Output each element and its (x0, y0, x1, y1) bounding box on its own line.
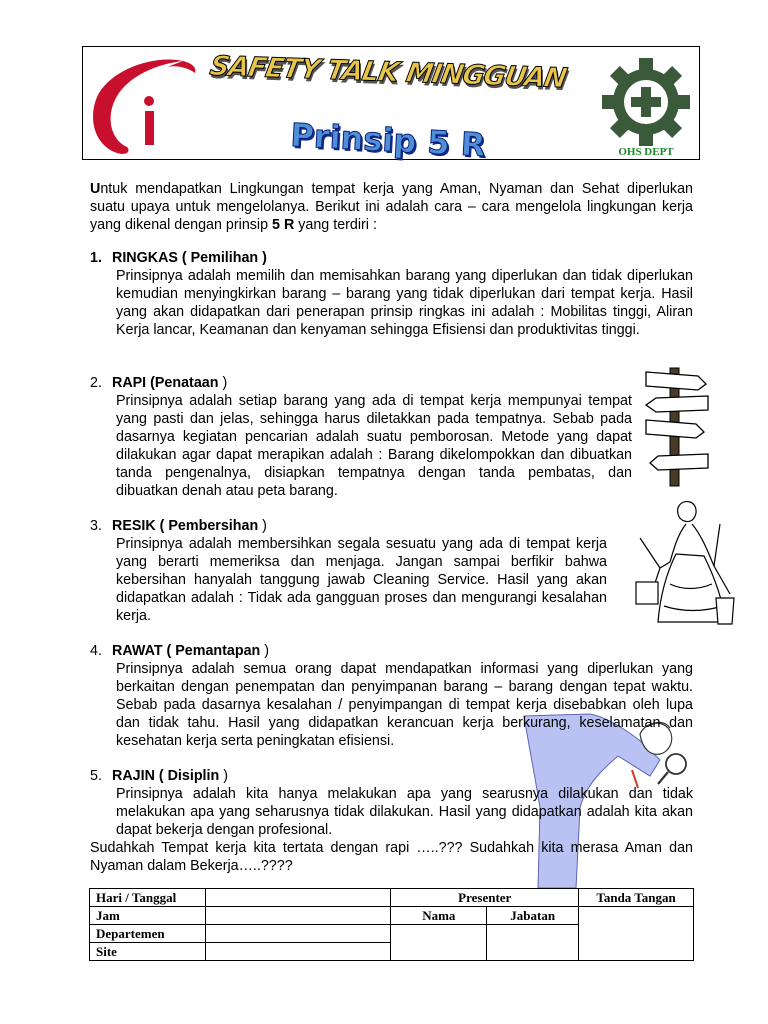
signpost-illustration (640, 362, 712, 488)
ohs-dept-label: OHS DEPT (618, 146, 674, 158)
section-5-title (90, 767, 228, 785)
section-1-title (90, 249, 267, 267)
label-jam: Jam (90, 907, 206, 925)
section-2-heading: RAPI (Penataan (112, 375, 219, 391)
gear-cross-icon (601, 57, 691, 147)
section-3-heading: RESIK ( Pembersihan (112, 518, 259, 534)
label-hari-tanggal: Hari / Tanggal (90, 889, 206, 907)
label-presenter: Presenter (391, 889, 579, 907)
section-3-heading-end: ) (258, 518, 267, 534)
ci-logo-icon (87, 53, 207, 157)
section-4-body: Prinsipnya adalah semua orang dapat mendapatkan informasi yang diperlukan yang berkaitan dengan penempatan dan penyimpanan barang – barang dengan tepat waktu. Sebab pada dasarnya kesalahan / penyimpangan di tempat kerja disebabkan oleh lupa dan tidak tahu. Hasil yang didapatkan kerancuan kerja berkurang, keselamatan dan kesehatan kerja serta peningkatan efisiensi. (116, 661, 693, 749)
field-nama[interactable] (391, 925, 487, 961)
safety-talk-title: SAFETY TALK MINGGUAN (207, 50, 569, 95)
field-hari-tanggal[interactable] (205, 889, 391, 907)
intro-first-letter: U (90, 181, 101, 197)
section-3-number: 3. (90, 518, 102, 534)
closing-paragraph: Sudahkah Tempat kerja kita tertata dengan rapi …..??? Sudahkah kita merasa Aman dan Nyaman dalam Bekerja…..???? (90, 840, 693, 874)
label-jabatan: Jabatan (487, 907, 579, 925)
field-departemen[interactable] (205, 925, 391, 943)
section-1-heading: RINGKAS ( Pemilihan ) (112, 250, 267, 266)
section-4-title (90, 642, 269, 660)
document-header (82, 46, 700, 165)
section-1-number: 1. (90, 250, 102, 266)
section-3-body: Prinsipnya adalah membersihkan segala sesuatu yang ada di tempat kerja yang berarti memeriksa dan menjaga. Jangan sampai berfikir bahwa kebersihan hanyalah tanggung jawab Cleaning Service. Hasil yang akan didapatkan adalah : Tidak ada gangguan proses dan mengurangi kesalahan kerja. (116, 536, 607, 624)
intro-text-end: yang terdiri : (294, 217, 377, 233)
section-4-number: 4. (90, 643, 102, 659)
section-5-number: 5. (90, 768, 102, 784)
section-1-body: Prinsipnya adalah memilih dan memisahkan barang yang diperlukan dan tidak diperlukan kemudian menyingkirkan barang – barang yang tidak diperlukan dari tempat kerja. Hasil yang akan didapatkan dari penerapan prinsip ringkas ini adalah : Mobilitas tinggi, Aliran Kerja lancar, Keamanan dan kenyaman sehingga Efisiensi dan produktivitas tinggi. (116, 268, 693, 338)
section-4-heading-end: ) (260, 643, 270, 659)
intro-text: ntuk mendapatkan Lingkungan tempat kerja yang Aman, Nyaman dan Sehat diperlukan suatu upaya untuk mengelolanya. Berikut ini adalah cara – cara mengelola lingkungan kerja yang dikenal dengan prinsip (90, 181, 693, 233)
section-5-heading-end: ) (219, 768, 228, 784)
section-5-body: Prinsipnya adalah kita hanya melakukan apa yang searusnya dilakukan dan tidak melakukan apa yang seharusnya tidak dilakukan. Hasil yang didapatkan adalah kita akan dapat bekerja dengan profesional. (116, 786, 693, 838)
label-departemen: Departemen (90, 925, 206, 943)
section-2-number: 2. (90, 375, 102, 391)
label-site: Site (90, 943, 206, 961)
label-tanda-tangan: Tanda Tangan (579, 889, 694, 907)
intro-5r: 5 R (272, 217, 295, 233)
section-3-title (90, 517, 267, 535)
cleaning-woman-illustration (630, 494, 742, 634)
signoff-table (89, 888, 694, 961)
label-nama: Nama (391, 907, 487, 925)
section-5-heading: RAJIN ( Disiplin (112, 768, 220, 784)
section-2-title (90, 374, 227, 392)
section-2-heading-end: ) (218, 375, 228, 391)
field-site[interactable] (205, 943, 391, 961)
intro-paragraph (90, 180, 693, 234)
section-4-heading: RAWAT ( Pemantapan (112, 643, 261, 659)
field-jam[interactable] (205, 907, 391, 925)
section-2-body: Prinsipnya adalah setiap barang yang ada di tempat kerja mempunyai tempat yang pasti dan jelas, sehingga harus diletakkan pada tempatnya. Sebab pada dasarnya kegiatan pencarian adalah suatu pemborosan. Metode yang dapat dilakukan agar dapat merapikan adalah : Barang dikelompokkan dan dibuatkan tanda pengenalnya, disiapkan tempatnya dengan tanda pembatas, dan dibuatkan denah atau peta barang. (116, 393, 632, 499)
field-tanda-tangan[interactable] (579, 907, 694, 961)
prinsip-5r-title: Prinsip 5 R (289, 115, 487, 165)
field-jabatan[interactable] (487, 925, 579, 961)
